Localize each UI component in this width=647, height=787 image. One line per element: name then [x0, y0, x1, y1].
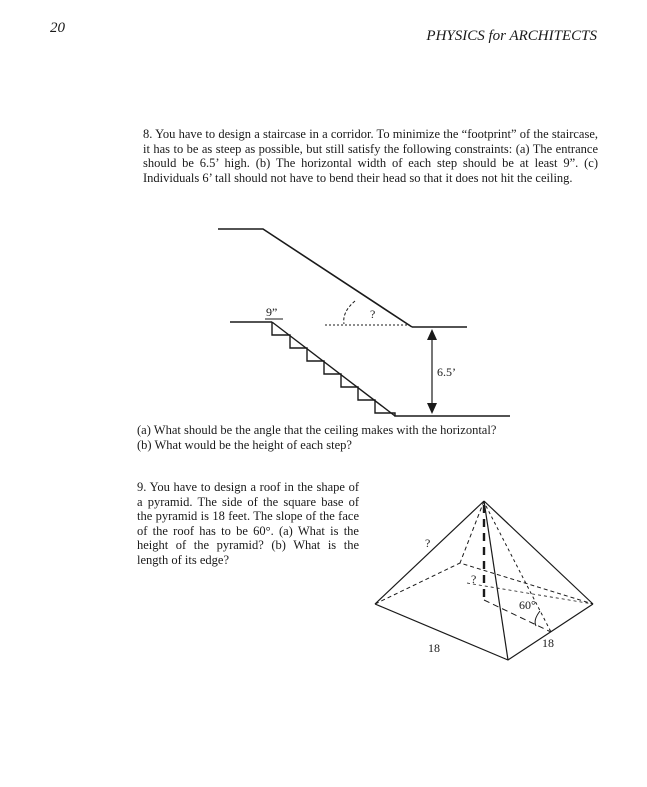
pyramid-base-visible-edges — [375, 604, 593, 660]
pyramid-base-hidden-edges — [375, 563, 593, 604]
pyramid-edge-left — [375, 501, 484, 604]
problem-8-text: 8. You have to design a staircase in a corridor. To minimize the “footprint” of the staircase, it has to be as steep as possible, but still satisfy the following constraints: (a) The entrance should be 6.5’ high. (b) The horizontal width of each step should be at least 9”. (c) Individuals 6’ tall should not have to bend their head so that it does not hit the ceiling. — [143, 127, 598, 185]
pyramid-edge-front — [484, 501, 508, 660]
pyramid-angle-label: 60° — [519, 598, 536, 612]
ceiling-angle-label: ? — [370, 307, 376, 321]
running-header: PHYSICS for ARCHITECTS — [426, 28, 597, 44]
pyramid-slant-height — [486, 506, 551, 632]
pyramid-edge-back — [460, 501, 484, 563]
problem-8-question-a: (a) What should be the angle that the ceiling makes with the horizontal? — [137, 423, 497, 437]
pyramid-angle-arc — [535, 611, 540, 626]
pyramid-base-side-label: 18 — [542, 636, 554, 650]
pyramid-height-label: ? — [471, 572, 477, 586]
pyramid-apothem-base — [484, 600, 551, 632]
step-width-label: 9” — [266, 305, 278, 319]
page-number: 20 — [50, 20, 65, 36]
problem-8-question-b: (b) What would be the height of each step? — [137, 437, 352, 452]
pyramid-edge-label: ? — [425, 536, 431, 550]
pyramid-base-front-label: 18 — [428, 641, 440, 655]
height-label: 6.5’ — [437, 365, 456, 379]
pyramid-edge-right — [484, 501, 593, 604]
problem-9-text: 9. You have to design a roof in the shape of a pyramid. The side of the square base of the pyramid is 18 feet. The slope of the face of the roof has to be 60°. (a) What is the height of the pyramid? (b) What is the length of its edge? — [137, 480, 359, 567]
